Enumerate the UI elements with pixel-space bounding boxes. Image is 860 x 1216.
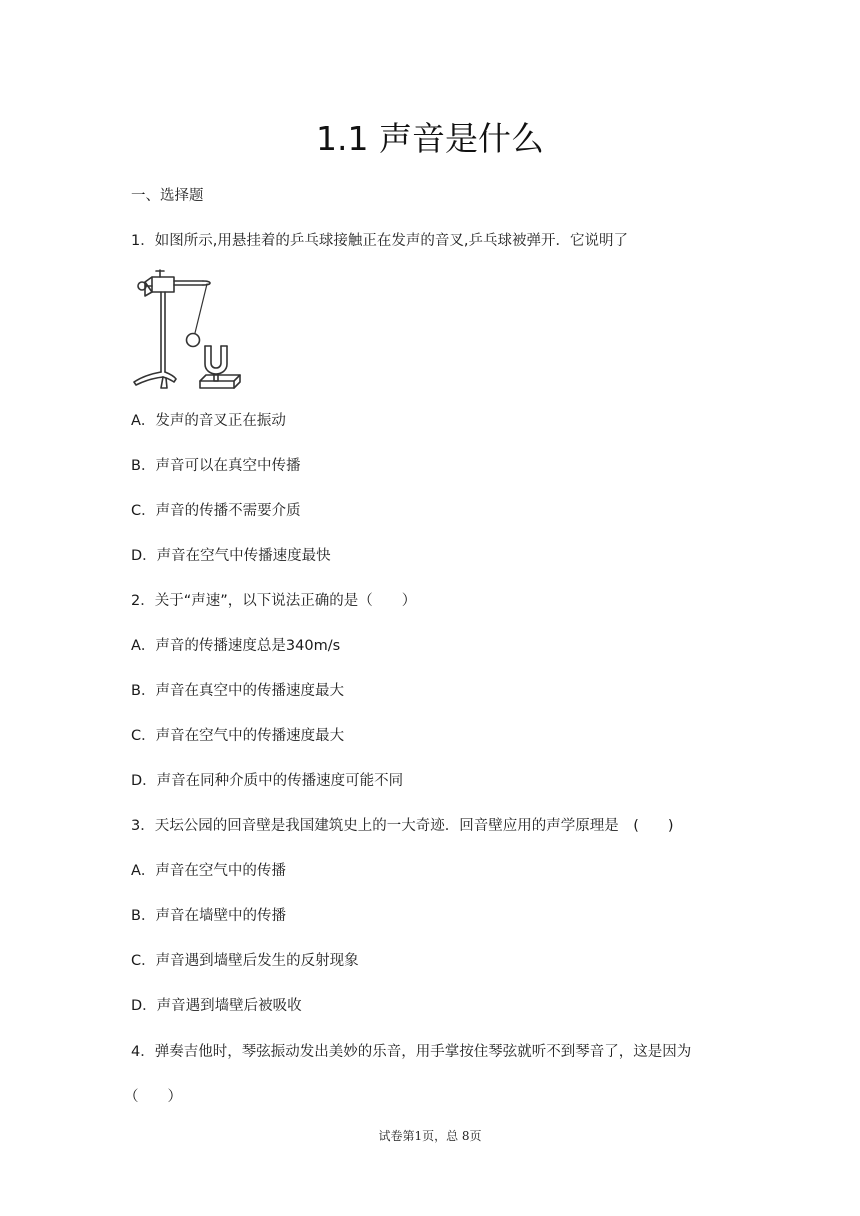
question-2-option-b: B．声音在真空中的传播速度最大: [131, 683, 344, 699]
question-2-option-d: D．声音在同种介质中的传播速度可能不同: [131, 773, 404, 789]
tuning-fork: [205, 346, 227, 374]
fork-base: [200, 375, 240, 381]
section-heading: 一、选择题: [131, 188, 204, 204]
question-3-option-a: A．声音在空气中的传播: [131, 863, 286, 879]
question-4-stem: 4．弹奏吉他时，琴弦振动发出美妙的乐音，用手掌按住琴弦就听不到琴音了，这是因为: [131, 1044, 692, 1060]
question-1-option-c: C．声音的传播不需要介质: [131, 503, 301, 519]
question-1-stem: 1．如图所示,用悬挂着的乒乓球接触正在发声的音叉,乒乓球被弹开．它说明了: [131, 233, 628, 249]
stand-clamp: [145, 277, 174, 292]
question-3-option-c: C．声音遇到墙壁后发生的反射现象: [131, 953, 359, 969]
stand-base: [134, 372, 163, 385]
question-4-answer-blank: （ ）: [124, 1089, 182, 1105]
question-1-option-b: B．声音可以在真空中传播: [131, 458, 301, 474]
page-title: 1.1 声音是什么: [316, 119, 544, 158]
pendulum-tuning-fork-figure: [130, 268, 244, 390]
question-3-option-d: D．声音遇到墙壁后被吸收: [131, 998, 302, 1014]
page-footer: 试卷第1页，总 8页: [378, 1129, 482, 1143]
question-2-stem: 2．关于“声速”，以下说法正确的是（ ）: [131, 593, 417, 609]
ping-pong-ball: [187, 334, 200, 347]
question-3-option-b: B．声音在墙壁中的传播: [131, 908, 286, 924]
pendulum-tuning-fork-diagram: [130, 268, 244, 390]
question-3-stem: 3．天坛公园的回音壁是我国建筑史上的一大奇迹．回音壁应用的声学原理是 ( ): [131, 818, 674, 834]
question-2-option-c: C．声音在空气中的传播速度最大: [131, 728, 345, 744]
question-1-option-d: D．声音在空气中传播速度最快: [131, 548, 331, 564]
question-2-option-a: A．声音的传播速度总是340m/s: [131, 638, 341, 654]
question-1-option-a: A．发声的音叉正在振动: [131, 413, 286, 429]
